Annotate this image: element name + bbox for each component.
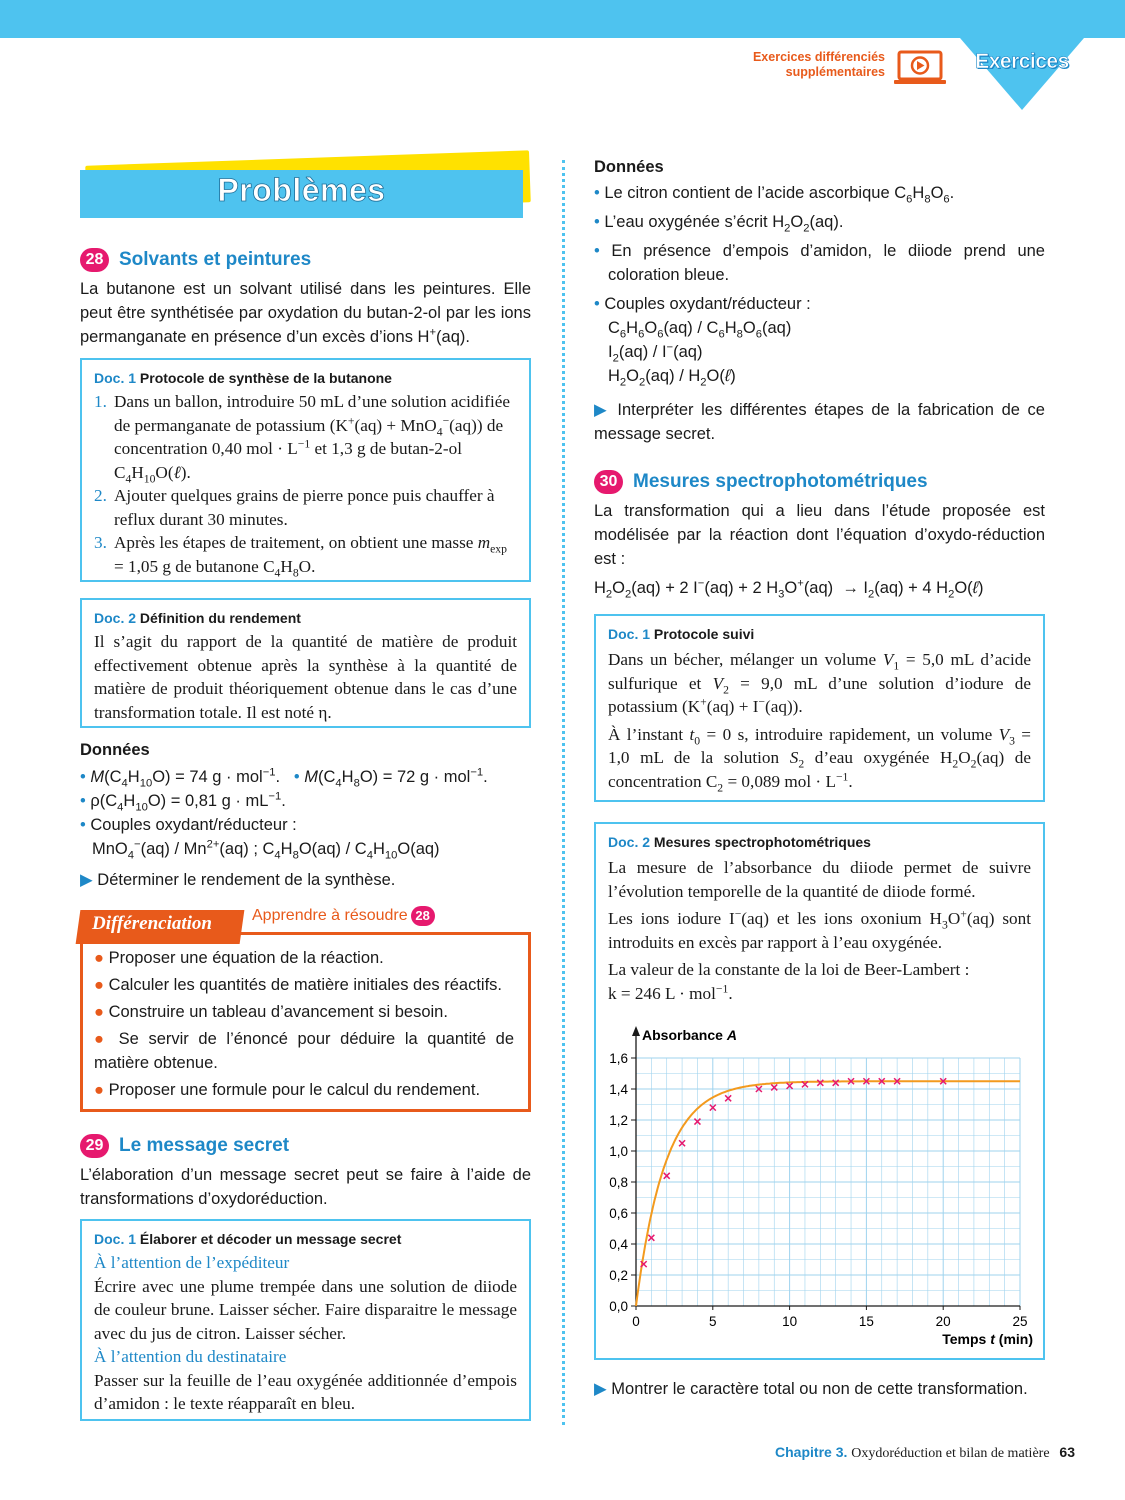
- ex30-heading: [594, 470, 928, 494]
- ex29-doc1: [80, 1219, 531, 1421]
- ex30-task: ▶ Montrer le caractère total ou non de cette transformation.: [594, 1380, 1028, 1398]
- chart-points: [641, 1078, 947, 1267]
- ex28-intro: La butanone est un solvant utilisé dans les peintures. Elle peut être synthétisée par oxydation du butan-2-ol par les ions permanganate en présence d’un excès d’ions H+(aq).: [80, 280, 531, 346]
- x-tick-label: 20: [935, 1314, 951, 1329]
- step-3: 3. Après les étapes de traitement, on obtient une masse $m_{exp} = 1,05$ g de butanone $C_4H_8O$.: [94, 533, 507, 579]
- doc-label: Doc. 1: [94, 370, 137, 386]
- absorbance-chart: [598, 1022, 1043, 1352]
- ex28-heading: [80, 248, 311, 272]
- y-tick-label: 1,0: [609, 1144, 628, 1159]
- y-tick-label: 1,6: [609, 1051, 628, 1066]
- diff-item: ● Construire un tableau d’avancement si besoin.: [94, 1003, 448, 1021]
- doc2-p2: Les ions iodure I−(aq) et les ions oxonium $H_3O^+(aq)$ sont introduits en excès par rapport à l’eau oxygénée.: [608, 907, 1032, 952]
- ex28-number: 28: [80, 248, 109, 272]
- x-tick-label: 5: [709, 1314, 717, 1329]
- model-curve: [636, 1081, 1020, 1306]
- column-divider: [562, 160, 565, 1425]
- differenciation-list: [94, 946, 514, 1105]
- diff-item: ● Calculer les quantités de matière initiales des réactifs.: [94, 976, 503, 994]
- ex28-doc2: [80, 598, 531, 728]
- doc-title: Élaborer et décoder un message secret: [139, 1231, 402, 1247]
- ex28-doc1: [80, 358, 531, 582]
- x-tick-label: 15: [858, 1314, 874, 1329]
- video-laptop-icon[interactable]: [893, 50, 947, 86]
- doc1-p1: Dans un bécher, mélanger un volume $V_1 = 5,0$ mL d’acide sulfurique et $V_2 = 9,0$ mL d’une solution d’iodure de potassium (K+(aq) + I−(aq)).: [608, 650, 1031, 716]
- ex30-title: Mesures spectrophotométriques: [633, 471, 928, 492]
- diff-item: ● Se servir de l’énoncé pour déduire la quantité de matière obtenue.: [94, 1030, 515, 1072]
- y-tick-label: 1,2: [609, 1113, 628, 1128]
- y-tick-label: 0,0: [609, 1299, 628, 1314]
- ex29-task: ▶ Interpréter les différentes étapes de la fabrication de ce message secret.: [594, 401, 1045, 443]
- y-tick-label: 0,4: [609, 1237, 628, 1252]
- supplementary-exercises-link[interactable]: [753, 50, 885, 80]
- page-title: Problèmes: [217, 172, 386, 208]
- ex30-doc1: [594, 614, 1045, 802]
- section-label: Exercices: [975, 50, 1069, 73]
- ex29-number: 29: [80, 1134, 109, 1158]
- doc1-p2: À l’instant $t_0 = 0$ s, introduire rapidement, un volume $V_3 = 1,0$ mL de la solution $S_2$ d’eau oxygénée $H_2O_2(aq)$ de concentration $C_2 = 0,089$ mol · $L^{-1}$.: [608, 724, 1031, 794]
- doc2-p3: La valeur de la constante de la loi de Beer-Lambert :: [608, 960, 970, 979]
- doc-label: Doc. 1: [608, 626, 651, 642]
- page-title-banner: [80, 158, 530, 220]
- x-tick-label: 25: [1012, 1314, 1028, 1329]
- x-axis-label: Temps t (min): [942, 1331, 1033, 1347]
- chart-axes: [632, 1026, 1020, 1306]
- chart-ticks: [609, 1051, 1027, 1329]
- ex29-intro: L’élaboration d’un message secret peut se faire à l’aide de transformations d’oxydoréduction.: [80, 1166, 531, 1208]
- supp-line-2: supplémentaires: [785, 65, 885, 79]
- top-bar: [0, 0, 1125, 38]
- x-tick-label: 0: [632, 1314, 640, 1329]
- doc-label: Doc. 2: [94, 610, 137, 626]
- doc-subtitle-destinataire: À l’attention du destinataire: [94, 1347, 287, 1366]
- differenciation-tag: Différenciation: [92, 913, 212, 934]
- step-1: 1. Dans un ballon, introduire 50 mL d’une solution acidifiée de permanganate de potassium (K+(aq) + MnO$_4$−(aq)) de concentration 0,40 mol · $L^{-1}$ et 1,3 g de butan-2-ol $C_4H_{10}O(\ell)$.: [94, 392, 511, 485]
- diff-item: ● Proposer une formule pour le calcul du rendement.: [94, 1081, 481, 1099]
- y-axis-arrow: [632, 1026, 640, 1036]
- apprendre-link[interactable]: Apprendre à résoudre 28: [252, 906, 435, 926]
- doc-title: Protocole suivi: [653, 626, 755, 642]
- doc2-text: Il s’agit du rapport de la quantité de matière de produit effectivement obtenue après la synthèse à la quantité de matière de produit théoriquement obtenue dans le cas d’une transformation totale. Il est noté η.: [94, 632, 517, 722]
- ex29-title: Le message secret: [119, 1135, 290, 1156]
- ex28-title: Solvants et peintures: [119, 249, 312, 270]
- ex28-donnees-list: • $M(C_4H_{10}O) = 74$ g · mol$^{-1}$. • $M(C_4H_8O) = 72$ g · mol$^{-1}$. • $\rho(C_4H_{10}O) = 0,81$ $g \cdot mL^{-1}$. • Couples oxydant/réducteur : $MnO_4^-(aq) / Mn^{2+}(aq)$ ; $C_4H_8O(aq) / C_4H_{10}O(aq)$: [80, 766, 488, 862]
- y-tick-label: 0,2: [609, 1268, 628, 1283]
- y-axis-label: Absorbance A: [642, 1027, 737, 1043]
- ex29-heading: [80, 1134, 289, 1158]
- ex29-donnees-title: Données: [594, 158, 664, 176]
- doc-text-destinataire: Passer sur la feuille de l’eau oxygénée additionnée d’empois d’amidon : le texte réapparaît en bleu.: [94, 1370, 517, 1413]
- doc-text-expediteur: Écrire avec une plume trempée dans une solution de diiode de couleur brune. Laisser sécher. Faire disparaitre le message avec du jus de citron. Laisser sécher.: [94, 1276, 517, 1343]
- ex28-task: ▶ Déterminer le rendement de la synthèse.: [80, 871, 396, 889]
- footer-chapter: Chapitre 3.: [775, 1444, 848, 1460]
- ex29-donnees-list: • Le citron contient de l’acide ascorbique $C_6H_8O_6$. • L’eau oxygénée s’écrit $H_2O_2(aq)$. • En présence d’empois d’amidon, le diiode prend une coloration bleue. • Couples oxydant/réducteur : $C_6H_6O_6(aq) / C_6H_8O_6(aq)$ $I_2(aq) / I^-(aq)$ $H_2O_2(aq)$ / $H_2O(\ell)$: [594, 184, 1045, 389]
- y-tick-label: 0,6: [609, 1206, 628, 1221]
- ex30-equation: $H_2O_2(aq) + 2$ I−(aq) + 2 $H_3O^+(aq) \to I_2(aq) + 4$ $H_2O(\ell)$: [594, 577, 984, 601]
- page-number: 63: [1059, 1444, 1075, 1460]
- step-2: 2. Ajouter quelques grains de pierre ponce puis chauffer à reflux durant 30 minutes.: [94, 486, 495, 529]
- footer-title: Oxydoréduction et bilan de matière: [851, 1446, 1050, 1461]
- doc-title: Définition du rendement: [139, 610, 301, 626]
- doc-label: Doc. 1: [94, 1231, 137, 1247]
- doc-subtitle-expediteur: À l’attention de l’expéditeur: [94, 1253, 290, 1272]
- y-tick-label: 1,4: [609, 1082, 628, 1097]
- ex30-number: 30: [594, 470, 623, 494]
- doc-title: Mesures spectrophotométriques: [653, 834, 871, 850]
- chart-grid: [636, 1058, 1020, 1306]
- x-tick-label: 10: [782, 1314, 798, 1329]
- diff-item: ● Proposer une équation de la réaction.: [94, 949, 384, 967]
- doc2-p1: La mesure de l’absorbance du diiode permet de suivre l’évolution temporelle de la quantité de diiode formé.: [608, 858, 1031, 901]
- doc2-p4: k = 246 L · mol$^{-1}$.: [608, 981, 733, 1003]
- y-tick-label: 0,8: [609, 1175, 628, 1190]
- doc-title: Protocole de synthèse de la butanone: [139, 370, 392, 386]
- ex28-donnees-title: Données: [80, 741, 150, 759]
- ex30-intro: La transformation qui a lieu dans l’étude proposée est modélisée par la réaction dont l’équation d’oxydo-réduction est :: [594, 502, 1045, 568]
- exercices-triangle: [960, 38, 1084, 110]
- supp-line-1: Exercices différenciés: [752, 50, 885, 64]
- footer: [775, 1444, 1075, 1462]
- doc-label: Doc. 2: [608, 834, 651, 850]
